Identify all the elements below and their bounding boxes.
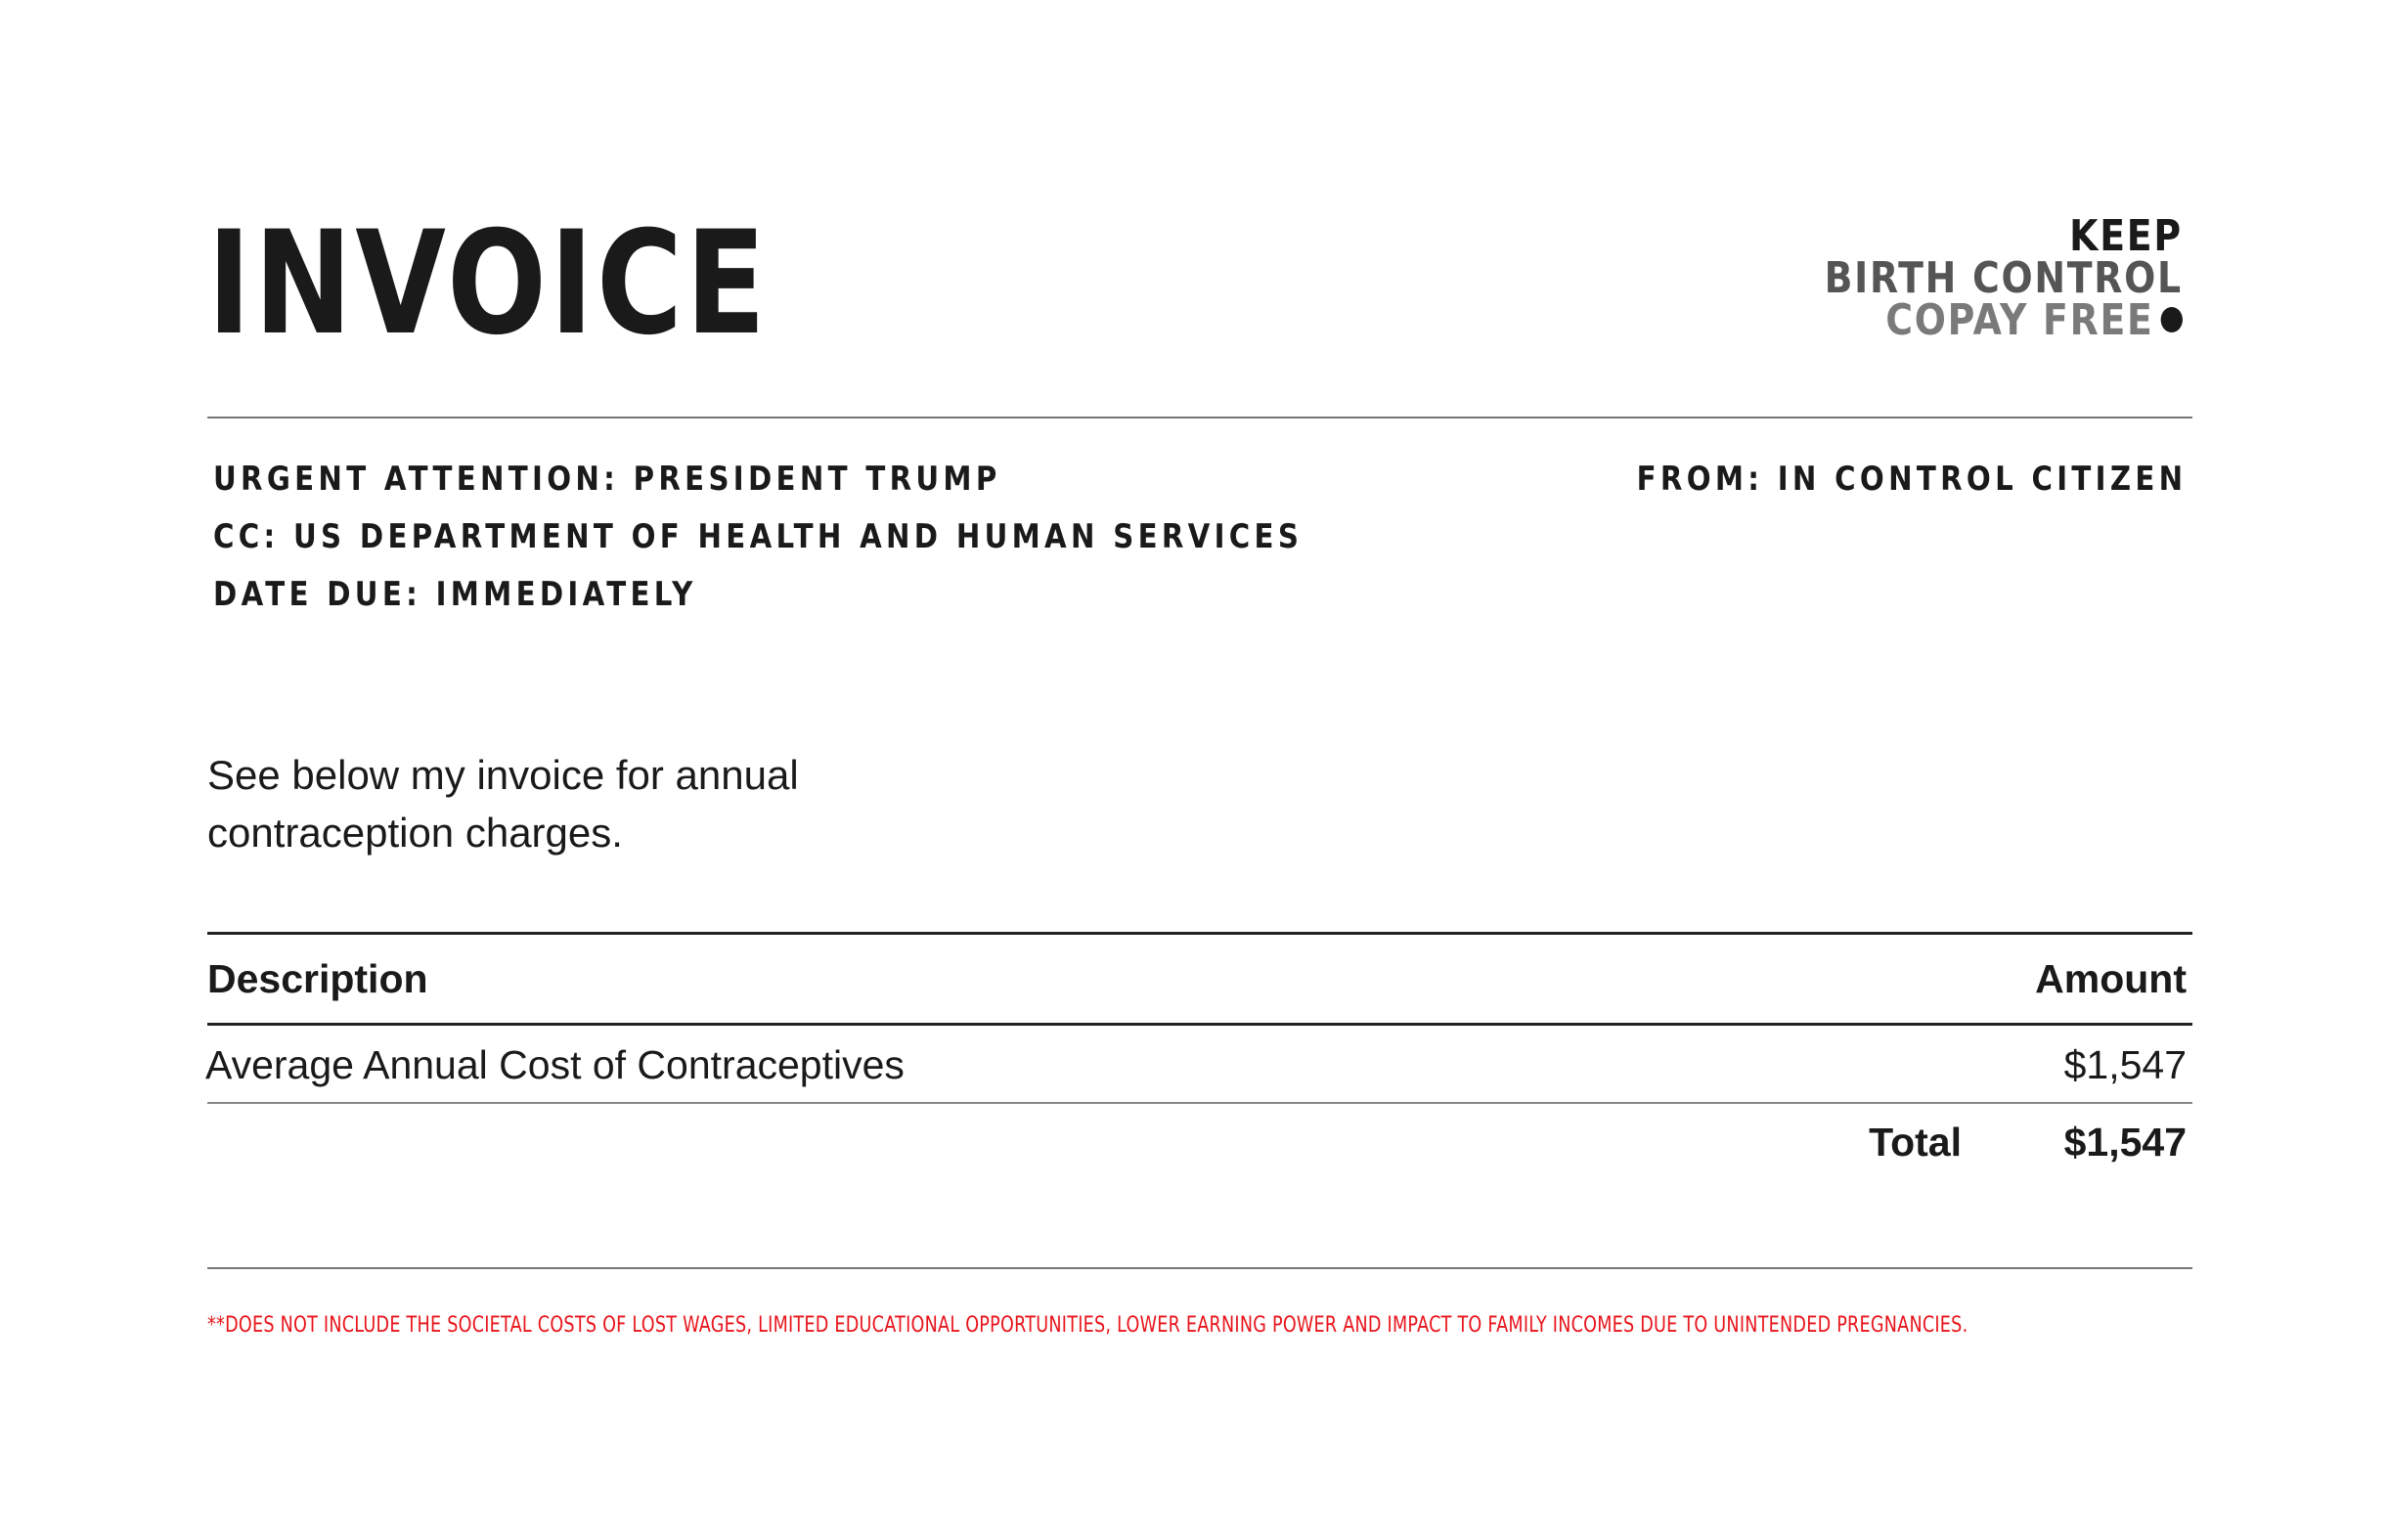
- cc-line: CC: US DEPARTMENT OF HEALTH AND HUMAN SERVICES: [213, 517, 1304, 556]
- table-top-rule: [207, 932, 2192, 935]
- date-due-line: DATE DUE: IMMEDIATELY: [213, 575, 697, 614]
- logo-dot-icon: [2161, 307, 2183, 332]
- row-description: Average Annual Cost of Contraceptives: [205, 1042, 905, 1087]
- total-value: $1,547: [2063, 1120, 2187, 1165]
- table-row-rule: [207, 1102, 2192, 1104]
- intro-line-1: See below my invoice for annual: [207, 752, 799, 798]
- header-amount: Amount: [2035, 956, 2187, 1001]
- invoice-title: INVOICE: [207, 200, 770, 367]
- header-divider: [207, 417, 2192, 418]
- footnote: **DOES NOT INCLUDE THE SOCIETAL COSTS OF LOST WAGES, LIMITED EDUCATIONAL OPPORTUNITIES, LOWER EARNING POWER AND IMPACT TO FAMILY INCOMES DUE TO UNINTENDED PREGNANCIES.: [207, 1313, 1968, 1338]
- from-line: FROM: IN CONTROL CITIZEN: [1636, 460, 2187, 499]
- intro-text: [207, 746, 892, 861]
- invoice-content: [207, 0, 2192, 1540]
- intro-line-2: contraception charges.: [207, 810, 623, 856]
- logo-line-copay-free-text: COPAY FREE: [1885, 295, 2154, 345]
- footer-divider: [207, 1267, 2192, 1269]
- header-description: Description: [207, 956, 428, 1001]
- row-amount: $1,547: [2063, 1042, 2187, 1087]
- table-header-rule: [207, 1023, 2192, 1026]
- logo-line-birth-control: BIRTH CONTROL: [1824, 253, 2183, 303]
- attention-line: URGENT ATTENTION: PRESIDENT TRUMP: [213, 460, 1001, 499]
- logo-line-keep: KEEP: [2069, 211, 2183, 261]
- total-label: Total: [1869, 1120, 1962, 1165]
- campaign-logo: [1766, 211, 2183, 345]
- logo-line-copay-free: [1825, 295, 2183, 345]
